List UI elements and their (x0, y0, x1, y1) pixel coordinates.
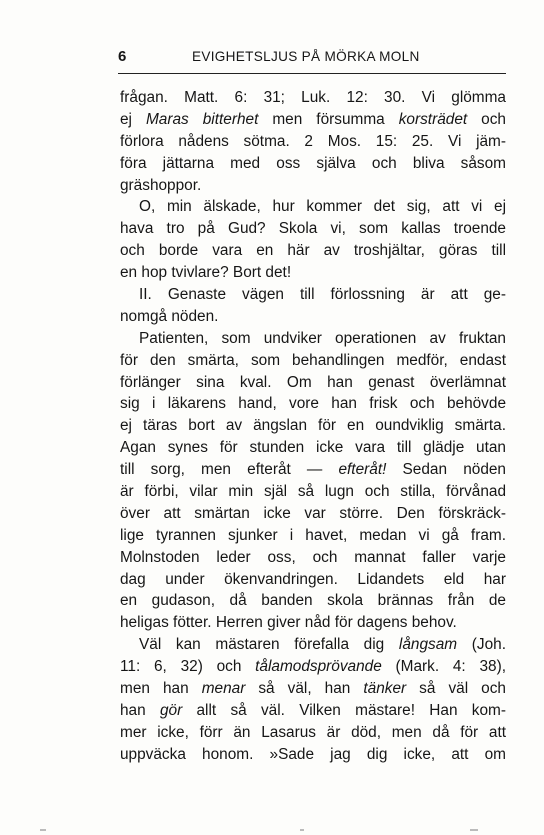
text-segment: till sorg, men efteråt — (120, 461, 339, 479)
running-title: EVIGHETSLJUS PÅ MÖRKA MOLN (192, 49, 420, 64)
text-segment: men försumma (258, 110, 399, 128)
text-segment: han (120, 701, 160, 719)
text-segment: (Joh. (457, 636, 506, 654)
text-segment: över att smärtan icke var större. Den förskräck- (120, 504, 506, 522)
text-segment: och (467, 110, 506, 128)
text-segment: Agan synes för stunden icke vara till glädje utan (120, 439, 506, 457)
text-line (120, 437, 506, 459)
italic-text: tänker (363, 680, 407, 698)
text-line (120, 109, 506, 131)
text-segment: är förbi, vilar min själ så lugn och stilla, förvånad (120, 483, 506, 501)
text-line (120, 328, 506, 350)
text-segment: sig i läkarens hand, vore han frisk och behövde (120, 395, 506, 413)
text-segment: så väl och (406, 680, 506, 698)
text-line (120, 459, 506, 481)
text-line (120, 131, 506, 153)
text-segment: 11: 6, 32) och (120, 658, 256, 676)
italic-text: långsam (398, 636, 458, 654)
italic-text: tålamodsprövande (255, 658, 382, 676)
text-segment: Sedan nöden (386, 461, 506, 479)
text-segment: lige tyrannen sjunker i havet, medan vi gå fram. (120, 526, 506, 544)
text-segment: förlora nådens sötma. 2 Mos. 15: 25. Vi jäm- (120, 132, 506, 150)
text-segment: II. Genaste vägen till förlossning är att ge- (139, 286, 506, 304)
text-line (120, 350, 506, 372)
text-segment: för den smärta, som behandlingen medför, endast (120, 351, 506, 369)
text-line (120, 218, 506, 240)
text-segment: nomgå nöden. (120, 307, 219, 325)
text-segment: Väl kan mästaren förefalla dig (139, 636, 399, 654)
text-segment: förlänger sina kval. Om han genast överlämnat (120, 373, 506, 391)
text-line (120, 306, 506, 328)
italic-text: gör (159, 701, 183, 719)
italic-text: Maras bitterhet (145, 110, 259, 128)
text-segment: men han (120, 680, 202, 698)
page-edge-speck (470, 829, 478, 831)
text-line (120, 196, 506, 218)
text-line (120, 569, 506, 591)
text-segment: dag under ökenvandringen. Lidandets eld har (120, 570, 506, 588)
text-line (120, 372, 506, 394)
text-segment: O, min älskade, hur kommer det sig, att vi ej (139, 198, 506, 216)
text-line (120, 722, 506, 744)
text-line (120, 175, 506, 197)
text-line (120, 284, 506, 306)
italic-text: korsträdet (398, 110, 468, 128)
text-segment: (Mark. 4: 38), (381, 658, 506, 676)
text-segment: ej (120, 110, 146, 128)
page-number: 6 (118, 48, 127, 65)
text-line (120, 634, 506, 656)
text-segment: mer icke, förr än Lasarus är död, men då för att (120, 723, 506, 741)
text-line (120, 415, 506, 437)
text-segment: ej täras bort av ängslan för en oundviklig smärta. (120, 417, 506, 435)
text-segment: allt så väl. Vilken mästare! Han kom- (182, 701, 506, 719)
text-segment: uppväcka honom. »Sade jag dig icke, att om (120, 745, 506, 763)
body-text (120, 87, 506, 766)
text-line (120, 240, 506, 262)
text-line (120, 590, 506, 612)
header-rule (118, 73, 506, 74)
text-line (120, 503, 506, 525)
text-line (120, 87, 506, 109)
text-segment: en gudason, då banden skola brännas från de (120, 592, 506, 610)
text-segment: hava tro på Gud? Skola vi, som kallas troende (120, 220, 506, 238)
text-segment: och borde vara en här av troshjältar, göras till (120, 242, 506, 260)
text-segment: frågan. Matt. 6: 31; Luk. 12: 30. Vi glömma (120, 89, 506, 106)
text-line (120, 547, 506, 569)
text-line (120, 700, 506, 722)
text-line (120, 678, 506, 700)
text-line (120, 656, 506, 678)
text-line (120, 525, 506, 547)
page-edge-speck (40, 829, 46, 831)
text-segment: gräshoppor. (120, 176, 202, 194)
text-line (120, 153, 506, 175)
text-line (120, 481, 506, 503)
text-segment: Molnstoden leder oss, och mannat faller varje (120, 548, 506, 566)
text-line (120, 612, 506, 634)
text-segment: så väl, han (245, 680, 364, 698)
text-segment: heligas fötter. Herren giver nåd för dagens behov. (120, 614, 457, 632)
page-edge-speck (300, 829, 304, 831)
text-segment: Patienten, som undviker operationen av fruktan (139, 329, 506, 347)
italic-text: menar (201, 680, 246, 698)
text-line (120, 744, 506, 766)
text-segment: föra jättarna med oss själva och bliva såsom (120, 154, 506, 172)
text-segment: en hop tvivlare? Bort det! (120, 264, 292, 282)
page-header (118, 46, 506, 74)
text-line (120, 393, 506, 415)
text-line (120, 262, 506, 284)
italic-text: efteråt! (338, 461, 387, 479)
